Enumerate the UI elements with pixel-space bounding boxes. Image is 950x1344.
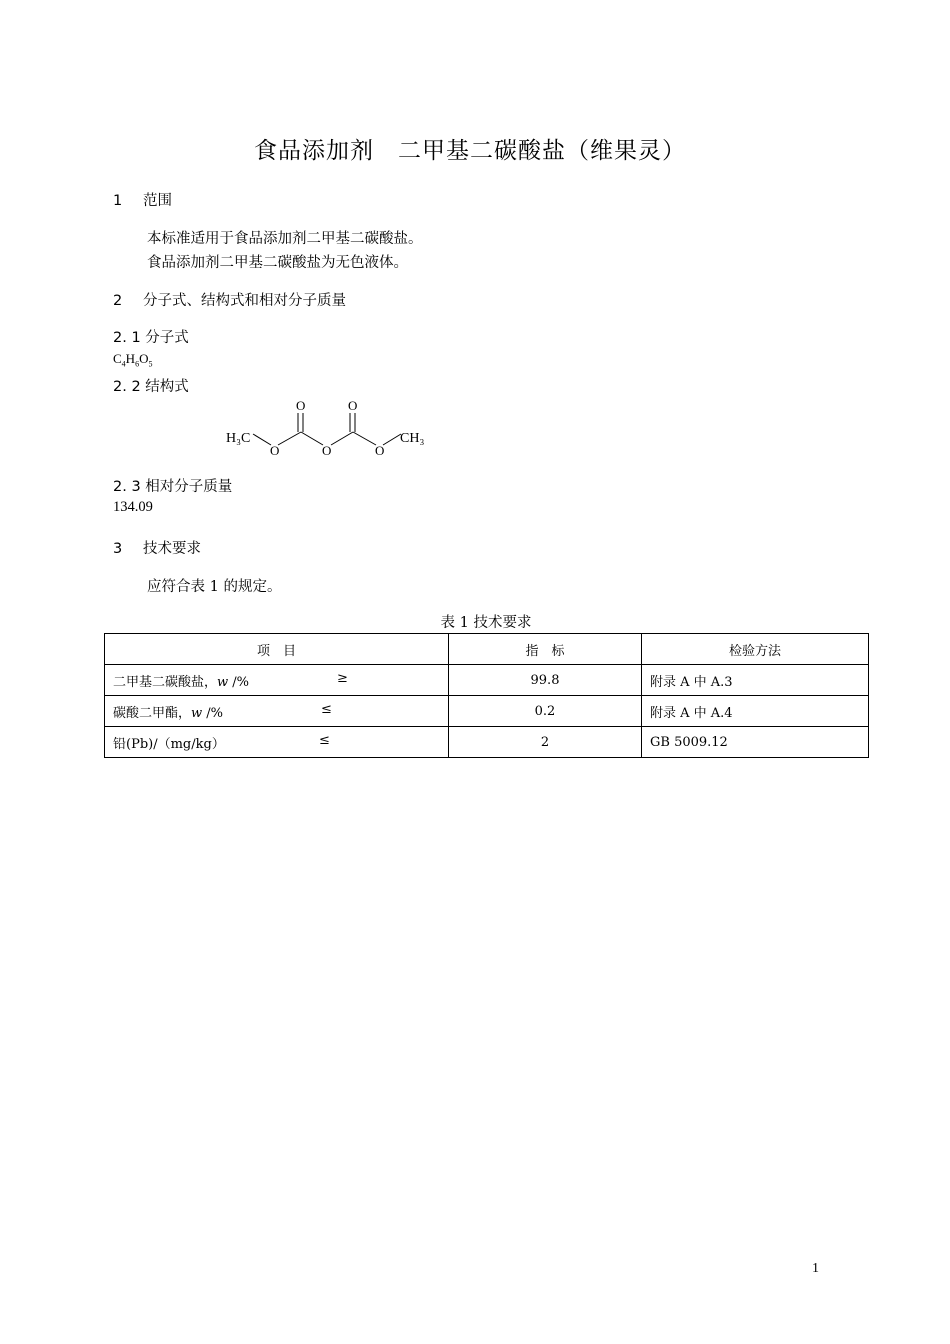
row-unit: /% — [202, 705, 224, 721]
table-row — [105, 665, 869, 696]
scope-paragraph-1: 本标准适用于食品添加剂二甲基二碳酸盐。 — [147, 231, 423, 247]
section-3-heading — [113, 537, 201, 558]
row-method: GB 5009.12 — [642, 727, 869, 758]
methyl-left: H₃C — [226, 431, 251, 446]
formula-o: O — [139, 351, 149, 366]
row-value: 99.8 — [449, 665, 642, 696]
header-item: 项 目 — [105, 634, 449, 665]
formula-h-count: 6 — [135, 359, 140, 369]
section-1-title: 范围 — [143, 193, 172, 209]
table-row — [105, 696, 869, 727]
row-variable: w — [191, 705, 203, 721]
row-method: 附录 A 中 A.3 — [642, 665, 869, 696]
requirements-table — [104, 633, 869, 758]
header-index: 指 标 — [449, 634, 642, 665]
oxygen-carbonyl-right: O — [348, 398, 358, 413]
row-symbol: ≥ — [337, 670, 348, 686]
formula-c: C — [113, 351, 122, 366]
section-1-heading — [113, 189, 172, 210]
section-2-2-heading: 2. 2 结构式 — [113, 379, 189, 395]
table-row — [105, 727, 869, 758]
oxygen-ether-left: O — [270, 443, 280, 458]
header-method: 检验方法 — [642, 634, 869, 665]
row-item-cell — [105, 727, 449, 758]
oxygen-carbonyl-left: O — [296, 398, 306, 413]
row-variable: w — [217, 674, 229, 690]
row-value: 2 — [449, 727, 642, 758]
molecular-formula — [113, 351, 152, 369]
methyl-right: CH₃ — [400, 431, 425, 446]
section-3-title: 技术要求 — [143, 541, 201, 557]
row-item-cell — [105, 696, 449, 727]
oxygen-ether-right: O — [375, 443, 385, 458]
row-method: 附录 A 中 A.4 — [642, 696, 869, 727]
scope-paragraph-2: 食品添加剂二甲基二碳酸盐为无色液体。 — [147, 255, 408, 271]
table-header-row — [105, 634, 869, 665]
section-2-3-heading: 2. 3 相对分子质量 — [113, 479, 233, 495]
section-1-number: 1 — [113, 193, 123, 209]
row-symbol: ≤ — [321, 701, 332, 717]
row-value: 0.2 — [449, 696, 642, 727]
section-2-title: 分子式、结构式和相对分子质量 — [143, 293, 346, 309]
section-2-1-heading: 2. 1 分子式 — [113, 330, 189, 346]
table-caption: 表 1 技术要求 — [440, 615, 532, 631]
section-2-heading — [113, 289, 346, 310]
row-item: 铅(Pb)/（mg/kg） — [113, 736, 225, 752]
formula-c-count: 4 — [121, 359, 126, 369]
section-3-number: 3 — [113, 541, 123, 557]
row-unit: /% — [228, 674, 250, 690]
formula-o-count: 5 — [148, 359, 153, 369]
row-item: 碳酸二甲酯， — [113, 705, 192, 721]
structural-formula — [226, 396, 430, 462]
oxygen-bridge: O — [322, 443, 332, 458]
requirements-paragraph: 应符合表 1 的规定。 — [147, 579, 282, 595]
page-number: 1 — [812, 1261, 819, 1276]
section-2-number: 2 — [113, 293, 123, 309]
row-symbol: ≤ — [319, 732, 330, 748]
relative-molecular-mass: 134.09 — [113, 499, 153, 515]
formula-h: H — [125, 351, 136, 366]
document-title: 食品添加剂 二甲基二碳酸盐（维果灵） — [254, 138, 686, 164]
row-item: 二甲基二碳酸盐， — [113, 674, 218, 690]
row-item-cell — [105, 665, 449, 696]
